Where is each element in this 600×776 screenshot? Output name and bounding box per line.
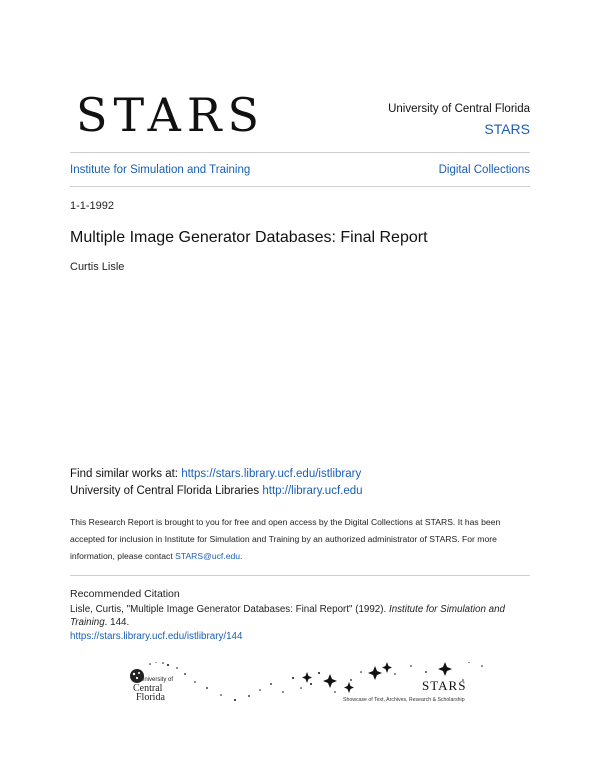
access-statement: This Research Report is brought to you for free and open access by the Digital Collections at STARS. It has been accepted for inclusion in Institute for Simulation and Training by an authorized administrator of STARS. For more information, please contact STARS@ucf.edu. [70, 517, 501, 561]
ucf-line1: University of [140, 677, 174, 683]
citation-text: Lisle, Curtis, "Multiple Image Generator Databases: Final Report" (1992). Institute for Simulation and Training. 144. [70, 604, 505, 628]
stars-logo: STARS [76, 88, 266, 142]
stars-link[interactable]: STARS [484, 121, 530, 137]
ucf-line2: Central [133, 683, 163, 694]
libraries-link[interactable]: http://library.ucf.edu [262, 485, 363, 497]
university-name: University of Central Florida [388, 103, 530, 115]
citation-divider [70, 575, 530, 576]
libraries-line [70, 485, 363, 497]
libraries-label: University of Central Florida Libraries [70, 485, 260, 497]
citation-link[interactable]: https://stars.library.ucf.edu/istlibrary/144 [70, 631, 243, 642]
author-name: Curtis Lisle [70, 261, 125, 273]
similar-works-line [70, 468, 361, 480]
citation-series: Institute for Simulation and Training [70, 604, 505, 628]
nav-divider [70, 186, 530, 187]
digital-collections-link[interactable]: Digital Collections [438, 164, 530, 176]
ucf-line3: Florida [136, 692, 165, 703]
document-title: Multiple Image Generator Databases: Final Report [70, 229, 428, 246]
stars-tagline: Showcase of Text, Archives, Research & Scholarship [343, 697, 465, 703]
publication-date: 1-1-1992 [70, 200, 115, 212]
citation-heading: Recommended Citation [70, 588, 180, 600]
similar-works-link[interactable]: https://stars.library.ucf.edu/istlibrary [181, 468, 362, 480]
header-divider [70, 152, 530, 153]
collection-link[interactable]: Institute for Simulation and Training [70, 164, 251, 176]
similar-works-label: Find similar works at: [70, 468, 178, 480]
stars-footer-logo: STARS [422, 678, 467, 693]
footer-logo-strip [125, 662, 495, 708]
contact-email-link[interactable]: STARS@ucf.edu [175, 551, 241, 561]
